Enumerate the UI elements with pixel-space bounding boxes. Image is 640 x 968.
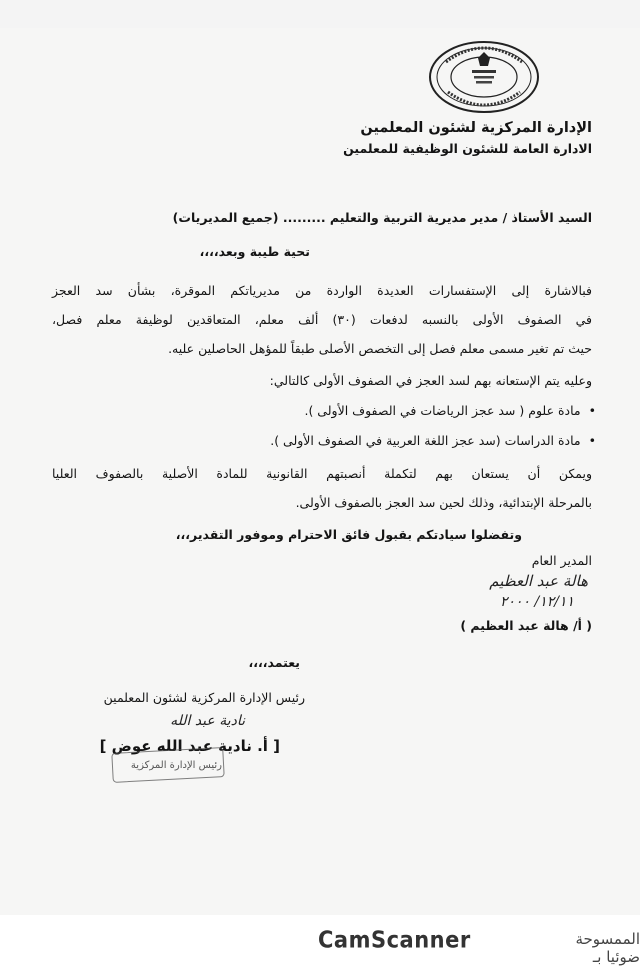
bullet-item-1: • مادة علوم ( سد عجز الرياضات في الصفوف الأولى ). [304, 403, 596, 418]
signature-date: ١٢/١١/ ٢٠٠٠ [500, 594, 575, 610]
general-manager-name: ( أ/ هالة عبد العظيم ) [460, 618, 592, 633]
approval-label: يعتمد،،،، [248, 655, 300, 670]
paragraph-2: وعليه يتم الإستعانه بهم لسد العجز في الصفوف الأولى كالتالي: [269, 373, 592, 388]
paragraph-1-line-2: في الصفوف الأولى بالنسبه لدفعات (٣٠) ألف معلم، المتعاقدين لوظيفة معلم فصل، [52, 312, 592, 327]
camscanner-watermark: CamScanner [318, 926, 471, 954]
department-subtitle: الادارة العامة للشئون الوظيفية للمعلمين [343, 141, 592, 156]
department-title: الإدارة المركزية لشئون المعلمين [360, 120, 592, 136]
ministry-seal-icon [428, 40, 540, 114]
general-manager-signature: هالة عبد العظيم [489, 572, 588, 590]
approval-name: [ أ. نادية عبد الله عوض ] [99, 737, 280, 755]
paragraph-3-line-2: بالمرحلة الإبتدائية، وذلك لحين سد العجز بالصفوف الأولى. [295, 495, 592, 510]
recipient-address: السيد الأستاذ / مدير مديرية التربية والتعليم ......... (جميع المديريات) [172, 210, 592, 225]
paragraph-1-line-3: حيث تم تغير مسمى معلم فصل إلى التخصص الأصلى طبقاً للمؤهل الحاصلين عليه. [168, 341, 592, 356]
general-manager-role: المدير العام [531, 553, 592, 568]
approval-role: رئيس الإدارة المركزية لشئون المعلمين [103, 690, 305, 705]
camscanner-watermark-arabic: الممسوحة ضوئيا بـ [575, 930, 640, 966]
closing-line: وتفضلوا سيادتكم بقبول فائق الاحترام وموفور التقدير،،، [175, 527, 522, 542]
paragraph-3-line-1: ويمكن أن يستعان بهم لتكملة أنصبتهم القانونية للمادة الأصلية بالصفوف العليا [52, 466, 592, 481]
top-band [0, 0, 640, 30]
document-page [0, 28, 640, 938]
bullet-item-2: • مادة الدراسات (سد عجز اللغة العربية في الصفوف الأولى ). [270, 433, 596, 448]
approval-signature: نادية عبد الله [170, 713, 245, 729]
stamp-text: رئيس الإدارة المركزية [130, 760, 222, 771]
paragraph-1-line-1: فبالاشارة إلى الإستفسارات العديدة الواردة من مديرياتكم الموقرة، بشأن سد العجز [52, 283, 592, 298]
greeting: تحية طيبة وبعد،،،، [199, 244, 310, 259]
